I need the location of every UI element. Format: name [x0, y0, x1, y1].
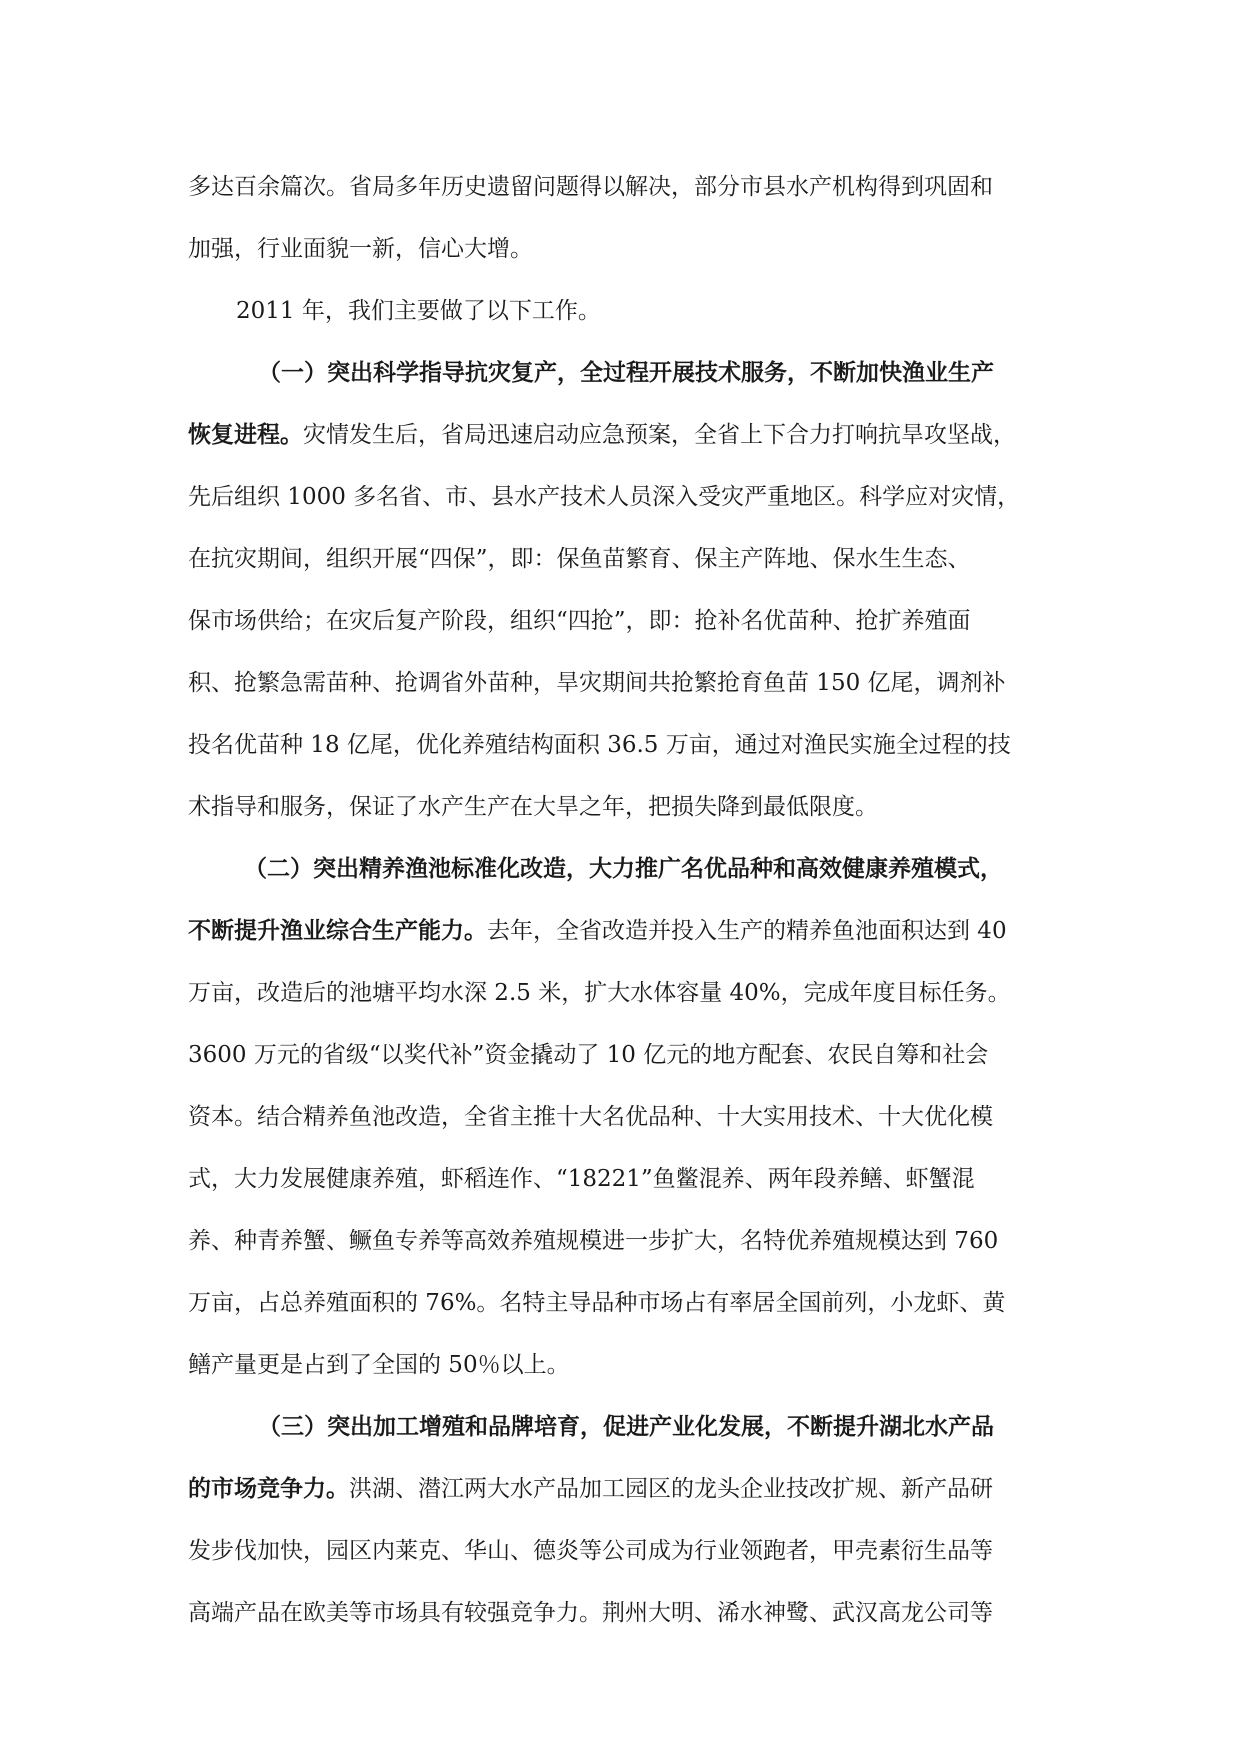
section-heading-one-line: [188, 348, 1052, 410]
text-segment: 保市场供给；在灾后复产阶段，组织“四抢”，即：抢补名优苗种、抢扩养殖面: [188, 608, 971, 634]
section-heading-three-tail: 的市场竞争力。: [188, 1475, 349, 1502]
text-line: [188, 720, 1052, 782]
text-segment: 灾情发生后，省局迅速启动应急预案，全省上下合力打响抗旱攻坚战，: [303, 422, 1016, 448]
text-segment: 积、抢繁急需苗种、抢调省外苗种，旱灾期间共抢繁抢育鱼苗 150 亿尾，调剂补: [188, 670, 1006, 696]
text-line: [188, 1340, 1052, 1402]
paragraph-start-line: [188, 286, 1052, 348]
text-line: [188, 1526, 1052, 1588]
text-line: [188, 1464, 1052, 1526]
section-heading-two: （二）突出精养渔池标准化改造，大力推广名优品种和高效健康养殖模式，: [244, 855, 1003, 882]
text-segment: 高端产品在欧美等市场具有较强竞争力。荆州大明、浠水神鹭、武汉高龙公司等: [188, 1600, 993, 1626]
text-segment: 鳝产量更是占到了全国的 50％以上。: [188, 1352, 570, 1378]
section-heading-three: （三）突出加工增殖和品牌培育，促进产业化发展，不断提升湖北水产品: [258, 1413, 994, 1440]
text-segment: 万亩，占总养殖面积的 76%。名特主导品种市场占有率居全国前列，小龙虾、黄: [188, 1290, 1006, 1316]
text-line: [188, 472, 1052, 534]
text-segment: 发步伐加快，园区内莱克、华山、德炎等公司成为行业领跑者，甲壳素衍生品等: [188, 1538, 993, 1564]
text-segment: 式，大力发展健康养殖，虾稻连作、“18221”鱼鳖混养、两年段养鳝、虾蟹混: [188, 1166, 975, 1192]
text-line: [188, 1216, 1052, 1278]
text-line: [188, 596, 1052, 658]
section-heading-one: （一）突出科学指导抗灾复产，全过程开展技术服务，不断加快渔业生产: [258, 359, 994, 386]
text-line: [188, 1154, 1052, 1216]
section-heading-three-line: [188, 1402, 1052, 1464]
body-text: [188, 162, 1052, 1650]
text-segment: 万亩，改造后的池塘平均水深 2.5 米，扩大水体容量 40%，完成年度目标任务。: [188, 980, 1011, 1006]
text-segment: 投名优苗种 18 亿尾，优化养殖结构面积 36.5 万亩，通过对渔民实施全过程的技: [188, 732, 1011, 758]
section-heading-two-line: [188, 844, 1052, 906]
text-line: [188, 1092, 1052, 1154]
text-line: [188, 906, 1052, 968]
text-segment: 先后组织 1000 多名省、市、县水产技术人员深入受灾严重地区。科学应对灾情，: [188, 484, 1021, 510]
text-segment: 在抗灾期间，组织开展“四保”，即：保鱼苗繁育、保主产阵地、保水生生态、: [188, 546, 971, 572]
text-line: [188, 410, 1052, 472]
text-line: [188, 1030, 1052, 1092]
section-heading-one-tail: 恢复进程。: [188, 421, 303, 448]
text-segment: 养、种青养蟹、鳜鱼专养等高效养殖规模进一步扩大，名特优养殖规模达到 760: [188, 1228, 999, 1254]
section-heading-two-tail: 不断提升渔业综合生产能力。: [188, 917, 487, 944]
text-segment: 去年，全省改造并投入生产的精养鱼池面积达到 40: [487, 918, 1007, 944]
text-line: [188, 162, 1052, 224]
text-line: [188, 1278, 1052, 1340]
text-segment: 加强，行业面貌一新，信心大增。: [188, 236, 533, 262]
text-line: [188, 658, 1052, 720]
text-line: [188, 1588, 1052, 1650]
text-line: [188, 968, 1052, 1030]
text-line: [188, 782, 1052, 844]
text-segment: 洪湖、潜江两大水产品加工园区的龙头企业技改扩规、新产品研: [349, 1476, 993, 1502]
text-segment: 多达百余篇次。省局多年历史遗留问题得以解决，部分市县水产机构得到巩固和: [188, 174, 993, 200]
text-segment: 资本。结合精养鱼池改造，全省主推十大名优品种、十大实用技术、十大优化模: [188, 1104, 993, 1130]
text-line: [188, 534, 1052, 596]
text-segment: 2011 年，我们主要做了以下工作。: [236, 298, 601, 324]
text-line: [188, 224, 1052, 286]
text-segment: 术指导和服务，保证了水产生产在大旱之年，把损失降到最低限度。: [188, 794, 878, 820]
text-segment: 3600 万元的省级“以奖代补”资金撬动了 10 亿元的地方配套、农民自筹和社会: [188, 1042, 989, 1068]
